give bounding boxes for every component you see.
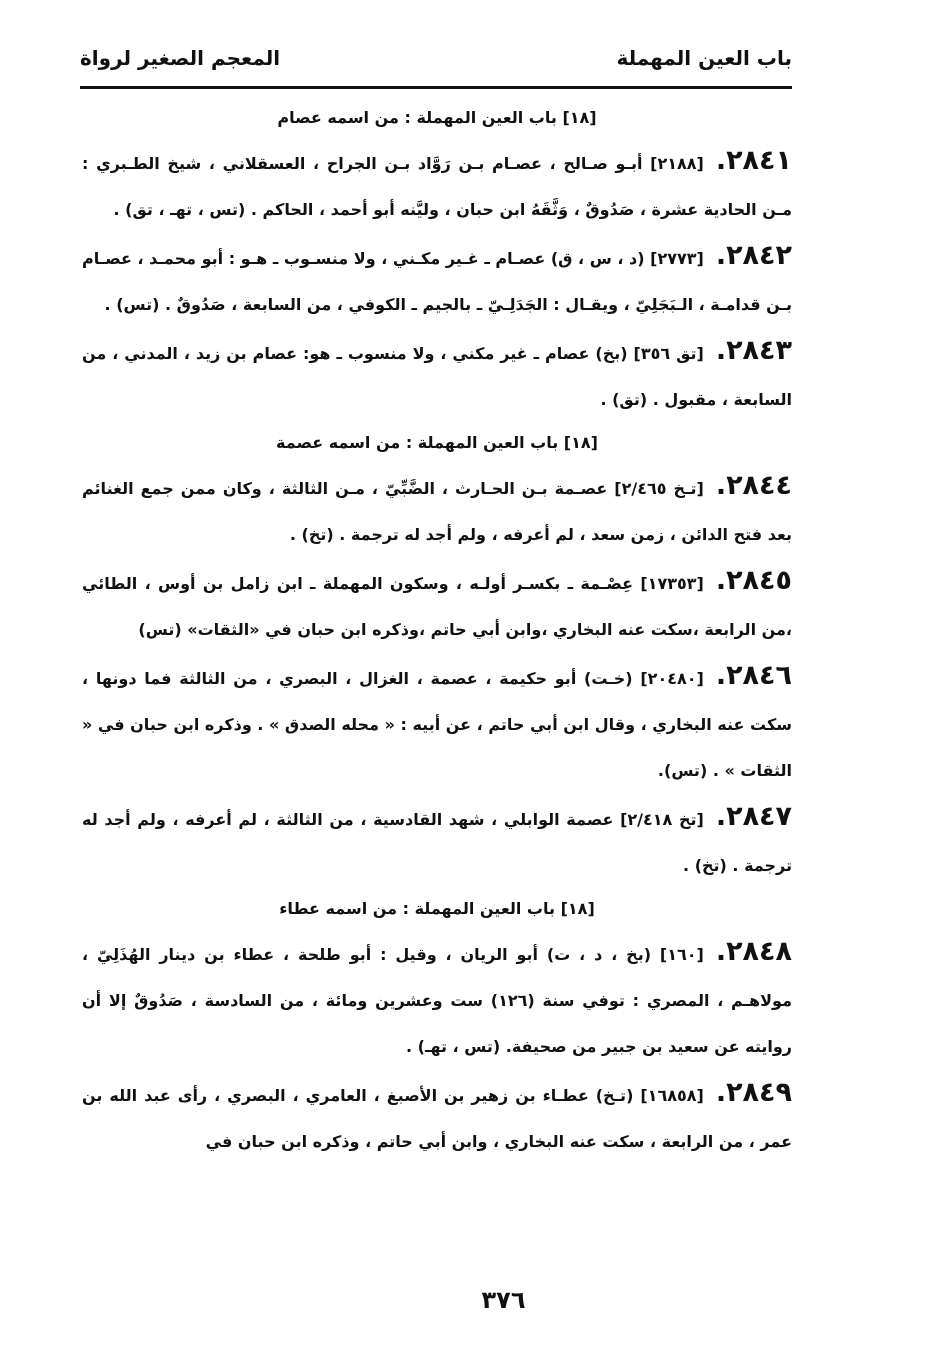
narrator-entry [82,558,792,653]
entry-number: ٢٨٤٣. [715,335,792,366]
narrator-entry [82,233,792,328]
section-heading: [١٨] باب العين المهملة : من اسمه عصمة [276,433,598,452]
entry-text: [٢١٨٨] أبـو صـالح ، عصـام بـن رَوَّاد بـن الجراح ، العسقلاني ، شيخ الطـبري : مـن الحادية عشرة ، صَدُوقٌ ، وَثَّقَهُ ابن حبان ، وليَّنه أبو أحمد ، الحاكم . (تس ، تهـ ، تق) . [82,154,792,219]
entry-text: [١٧٣٥٣] عِصْـمة ـ بكسـر أولـه ، وسكون المهملة ـ ابن زامل بن أوس ، الطائي ،من الرابعة ،سكت عنه البخاري ،وابن أبي حاتم ،وذكره ابن حبان في «الثقات» (تس) [82,574,792,639]
entry-text: [٢٠٤٨٠] (خـت) أبو حكيمة ، عصمة ، الغزال ، البصري ، من الثالثة فما دونها ، سكت عنه البخاري ، وقال ابن أبي حاتم ، عن أبيه : « محله الصدق » . وذكره ابن حبان في « الثقات » . (تس). [82,669,792,780]
narrator-entry [82,138,792,233]
header-divider [80,86,792,89]
section-heading: [١٨] باب العين المهملة : من اسمه عصام [277,108,597,127]
header-book-title: المعجم الصغير لرواة [80,46,281,70]
narrator-entry [82,653,792,794]
entry-text: [١٦٠] (بخ ، د ، ت) أبو الريان ، وقيل : أبو طلحة ، عطاء بن دينار الهُذَلِيّ ، مولاهـم ، المصري : توفي سنة (١٢٦) ست وعشرين ومائة ، من السادسة ، صَدُوقٌ إلا أن روايته عن سعيد بن جبير من صحيفة. (تس ، تهـ) . [82,945,792,1056]
narrator-entry [82,794,792,889]
narrator-entry [82,1070,792,1165]
entry-number: ٢٨٤٩. [715,1077,792,1108]
entry-text: [٢٧٧٣] (د ، س ، ق) عصـام ـ غـير مكـني ، ولا منسـوب ـ هـو : أبو محمـد ، عصـام بـن قدامـة ، الـبَجَلِيّ ، ويقـال : الجَدَلِـيّ ـ بالجيم ـ الكوفي ، من السابعة ، صَدُوقٌ . (تس) . [82,249,792,314]
entry-text: [١٦٨٥٨] (تـخ) عطـاء بن زهير بن الأصبغ ، العامري ، البصري ، رأى عبد الله بن عمر ، من الرابعة ، سكت عنه البخاري ، وابن أبي حاتم ، وذكره ابن حبان في [82,1086,792,1151]
entry-text: [تـخ ٢/٤٦٥] عصـمة بـن الحـارث ، الضَّبِّيّ ، مـن الثالثة ، وكان ممن جمع الغنائم بعد فتح الدائن ، زمن سعد ، لم أعرفه ، ولم أجد له ترجمة . (تخ) . [82,479,792,544]
entry-number: ٢٨٤٨. [715,936,792,967]
page-body [82,98,792,1165]
page-number: ٣٧٦ [481,1286,526,1314]
narrator-entry [82,328,792,423]
entry-number: ٢٨٤١. [715,145,792,176]
section-heading: [١٨] باب العين المهملة : من اسمه عطاء [279,899,595,918]
entry-text: [تخ ٢/٤١٨] عصمة الوابلي ، شهد القادسية ، من الثالثة ، لم أعرفه ، ولم أجد له ترجمة . (تخ) . [82,810,792,875]
entry-number: ٢٨٤٤. [715,470,792,501]
entry-number: ٢٨٤٧. [715,801,793,832]
entry-number: ٢٨٤٢. [715,240,792,271]
header-chapter-title: باب العين المهملة [616,46,792,70]
entry-number: ٢٨٤٦. [715,660,792,691]
entry-number: ٢٨٤٥. [715,565,792,596]
narrator-entry [82,929,792,1070]
running-header [80,36,792,80]
entry-text: [تق ٣٥٦] (بخ) عصام ـ غير مكني ، ولا منسوب ـ هو: عصام بن زيد ، المدني ، من السابعة ، مقبول . (تق) . [82,344,792,409]
narrator-entry [82,463,792,558]
